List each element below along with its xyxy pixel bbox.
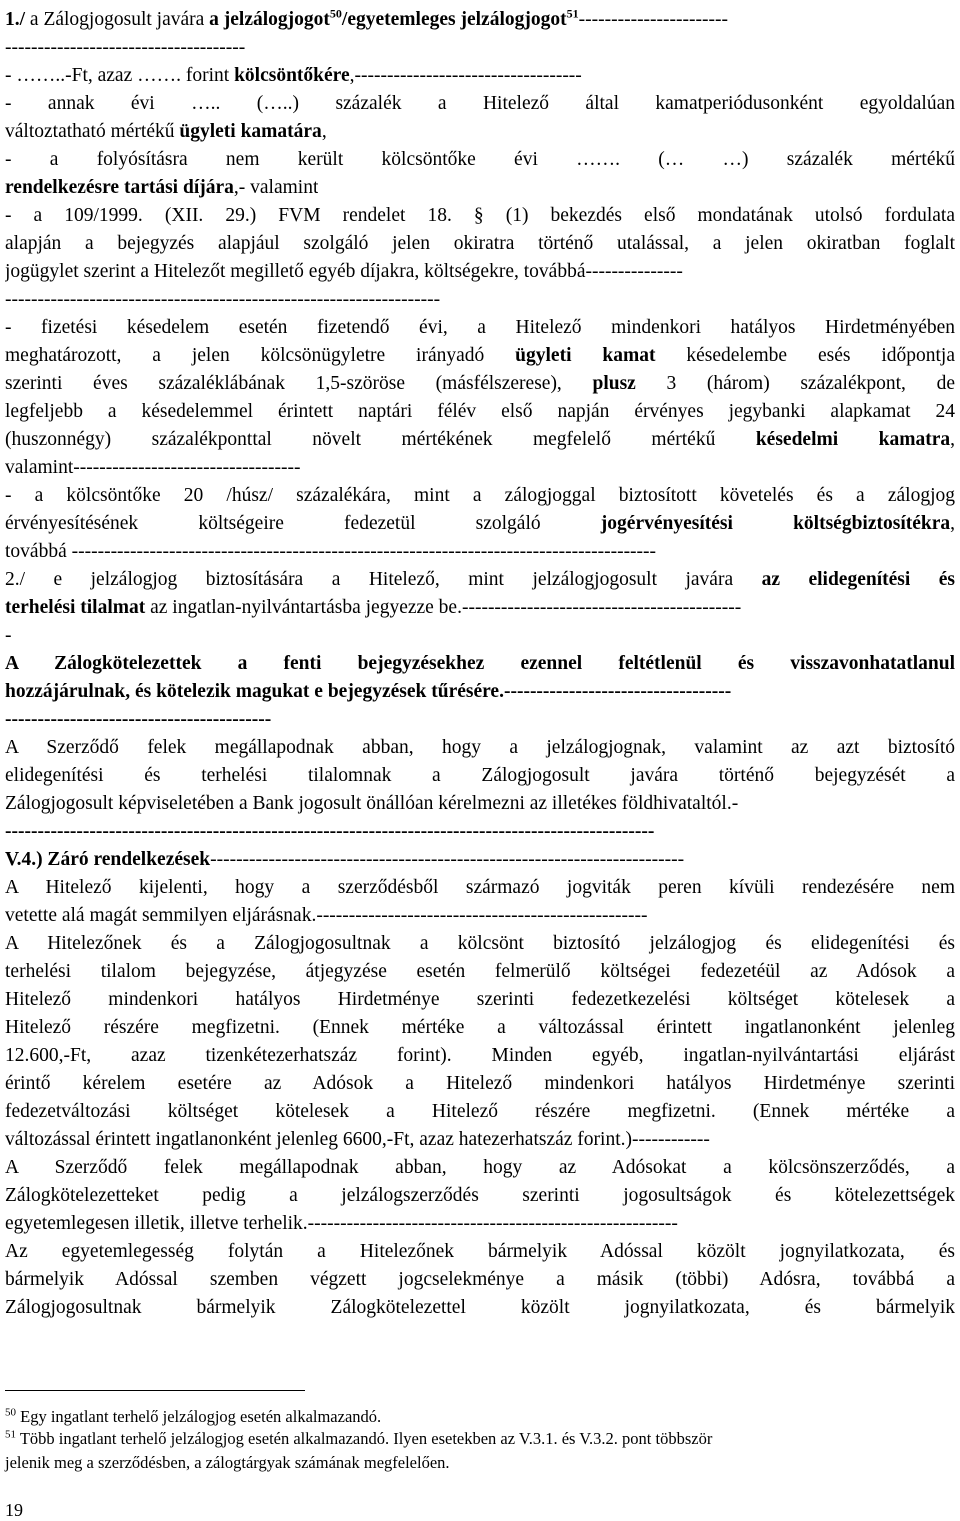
footnote-number: 51 [5,1428,16,1441]
text-line: Hitelező mindenkori hatályos Hirdetménye szerinti fedezetkezelési költséget kötelesek a [5,989,955,1010]
text-line: ------------------------------------------------------------------- [5,289,441,310]
text-line: Az egyetemlegesség folytán a Hitelezőnek bármelyik Adóssal közölt jognyilatkozata, és [5,1241,955,1262]
text-line: vetette alá magát semmilyen eljárásnak.--------------------------------------------------- [5,905,648,926]
text-line: A Zálogkötelezettek a fenti bejegyzésekhez ezennel feltétlenül és visszavonhatatlanul [5,653,955,674]
footnote-51 [5,1428,712,1450]
text-line: ------------------------------------- [5,37,246,58]
text-line: - a 109/1999. (XII. 29.) FVM rendelet 18. § (1) bekezdés első mondatának utolsó fordulata [5,205,955,226]
text-line: (huszonnégy) százalékponttal növelt mértékének megfelelő mértékű késedelmi kamatra, [5,429,955,450]
footnote-text: Egy ingatlant terhelő jelzálogjog esetén alkalmazandó. [20,1407,382,1426]
text-line: hozzájárulnak, és kötelezik magukat e bejegyzések tűrésére.----------------------------------- [5,681,732,702]
text-line: alapján a bejegyzés alapjául szolgáló jelen okiratra történő utalással, a jelen okiratban foglalt [5,233,955,254]
footnote-number: 50 [5,1406,16,1419]
text-line: változással érintett ingatlanonként jelenleg 6600,-Ft, azaz hatezerhatszáz forint.)------------ [5,1129,710,1150]
text-line: valamint----------------------------------- [5,457,301,478]
text-line: rendelkezésre tartási díjára,- valamint [5,177,319,198]
text-line: 2./ e jelzálogjog biztosítására a Hitelező, mint jelzálogjogosult javára az elidegenítési és [5,569,955,590]
text-line: terhelési tilalom bejegyzése, átjegyzése esetén felmerülő költségei fedezetéül az Adósok a [5,961,955,982]
text-line: érvényesítésének költségeire fedezetül szolgáló jogérvényesítési költségbiztosítékra, [5,513,955,534]
text-line: legfeljebb a késedelemmel érintett naptári félév első napján érvényes jegybanki alapkamat 24 [5,401,955,422]
text-line: A Szerződő felek megállapodnak abban, hogy a jelzálogjognak, valamint az azt biztosító [5,737,955,758]
text-line: Hitelező részére megfizetni. (Ennek mértéke a változással érintett ingatlanonként jelenleg [5,1017,955,1038]
text-line: terhelési tilalmat az ingatlan-nyilvántartásba jegyezze be.------------------------------------------- [5,597,742,618]
text-line: meghatározott, a jelen kölcsönügyletre irányadó ügyleti kamat késedelembe esés időpontja [5,345,955,366]
text-line: - ……..-Ft, azaz ……. forint kölcsöntőkére,----------------------------------- [5,65,582,86]
text-line: egyetemlegesen illetik, illetve terhelik.--------------------------------------------------------- [5,1213,678,1234]
text-line: A Hitelezőnek és a Zálogjogosultnak a kölcsönt biztosító jelzálogjog és elidegenítési és [5,933,955,954]
text-line: fedezetváltozási költséget kötelesek a Hitelező részére megfizetni. (Ennek mértéke a [5,1101,955,1122]
text-line: változtatható mértékű ügyleti kamatára, [5,121,327,142]
text-line: Zálogjogosult képviseletében a Bank jogosult önállóan kérelmezni az illetékes földhivataltól.- [5,793,739,814]
text-line: érintő kérelem esetére az Adósok a Hitelező mindenkori hatályos Hirdetménye szerinti [5,1073,955,1094]
footnote-text: jelenik meg a szerződésben, a zálogtárgyak számának megfelelően. [5,1453,450,1472]
text-line: V.4.) Záró rendelkezések------------------------------------------------------------------------- [5,849,685,870]
footnote-51-continued [5,1452,450,1474]
text-line: szerinti éves százaléklábának 1,5-szöröse (másfélszerese), plusz 3 (három) százalékpont, de [5,373,955,394]
text-line: Zálogjogosultnak bármelyik Zálogkötelezettel közölt jognyilatkozata, és bármelyik [5,1297,955,1318]
text-line: ----------------------------------------- [5,709,272,730]
text-line: - annak évi ….. (…..) százalék a Hitelező által kamatperiódusonként egyoldalúan [5,93,955,114]
text-line: 12.600,-Ft, azaz tizenkétezerhatszáz forint). Minden egyéb, ingatlan-nyilvántartási eljárást [5,1045,955,1066]
text-line: - a kölcsöntőke 20 /húsz/ százalékára, mint a zálogjoggal biztosított követelés és a zálogjog [5,485,955,506]
text-line: - [5,625,12,646]
text-line: - a folyósításra nem került kölcsöntőke évi ……. (… …) százalék mértékű [5,149,955,170]
text-line: A Szerződő felek megállapodnak abban, hogy az Adósokat a kölcsönszerződés, a [5,1157,955,1178]
text-line: elidegenítési és terhelési tilalomnak a Zálogjogosult javára történő bejegyzését a [5,765,955,786]
text-line: továbbá ------------------------------------------------------------------------------------------ [5,541,657,562]
text-line: jogügylet szerint a Hitelezőt megillető egyéb díjakra, költségekre, továbbá--------------- [5,261,683,282]
footnote-separator [5,1390,305,1391]
text-line: - fizetési késedelem esetén fizetendő évi, a Hitelező mindenkori hatályos Hirdetményében [5,317,955,338]
text-line: Zálogkötelezetteket pedig a jelzálogszerződés szerinti jogosultságok és kötelezettségek [5,1185,955,1206]
page-number: 19 [5,1500,23,1520]
text-line: bármelyik Adóssal szemben végzett jogcselekménye a másik (többi) Adósra, továbbá a [5,1269,955,1290]
text-line: A Hitelező kijelenti, hogy a szerződésből származó jogviták peren kívüli rendezésére nem [5,877,955,898]
text-line: ---------------------------------------------------------------------------------------------------- [5,821,655,842]
footnote-text: Több ingatlant terhelő jelzálogjog esetén alkalmazandó. Ilyen esetekben az V.3.1. és V.3.2. pont többször [19,1429,713,1448]
text-line: 1./ a Zálogjogosult javára a jelzálogjogot$^{50}$/egyetemleges jelzálogjogot$^{51}$----------------------- [5,6,728,30]
footnote-50 [5,1406,381,1428]
